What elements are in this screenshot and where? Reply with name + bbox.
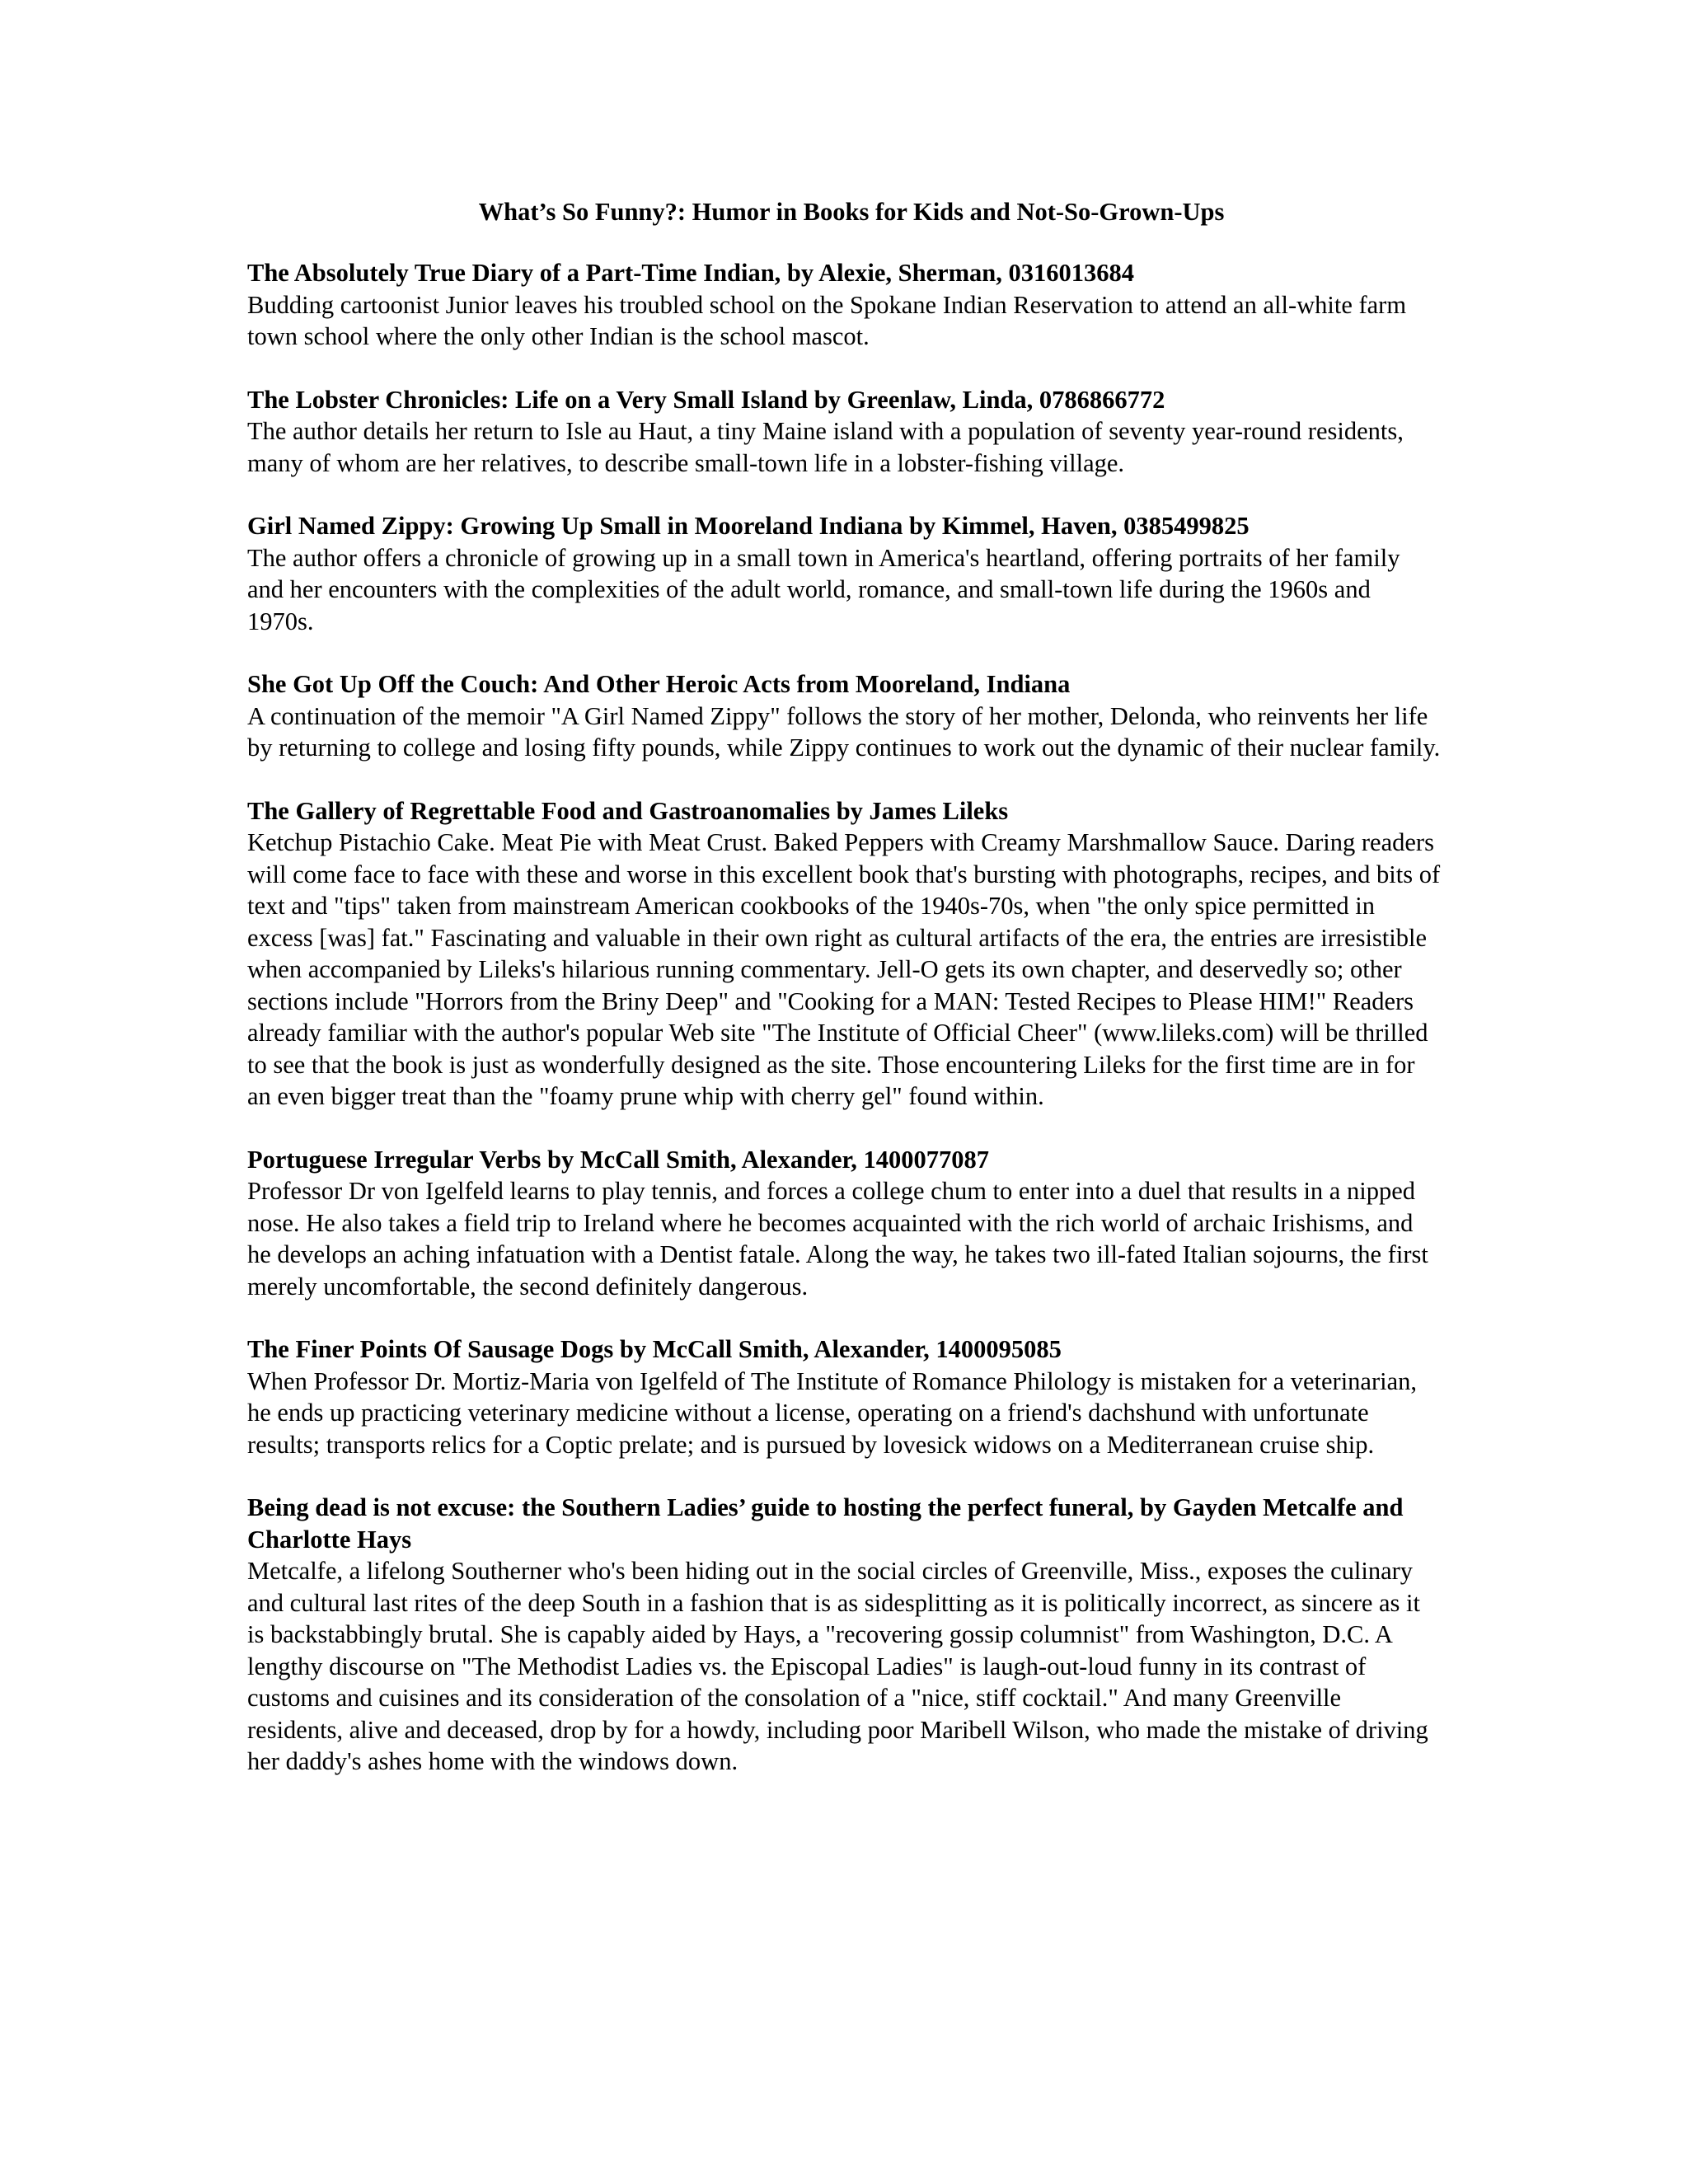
book-entry — [247, 1492, 1441, 1778]
book-title: Portuguese Irregular Verbs by McCall Smith, Alexander, 1400077087 — [247, 1145, 990, 1174]
book-description: The author details her return to Isle au Haut, a tiny Maine island with a population of seventy year-round residents, many of whom are her relatives, to describe small-town life in a lobster-fishing village. — [247, 417, 1404, 477]
book-description: The author offers a chronicle of growing up in a small town in America's heartland, offering portraits of her family and her encounters with the complexities of the adult world, romance, and small-town life during the 1960s and 1970s. — [247, 543, 1400, 635]
book-description: Metcalfe, a lifelong Southerner who's been hiding out in the social circles of Greenville, Miss., exposes the culinary and cultural last rites of the deep South in a fashion that is as sidesplitting as it is politically incorrect, as sincere as it is backstabbingly brutal. She is capably aided by Hays, a "recovering gossip columnist" from Washington, D.C. A lengthy discourse on "The Methodist Ladies vs. the Episcopal Ladies" is laugh-out-loud funny in its contrast of customs and cuisines and its consideration of the consolation of a "nice, stiff cocktail." And many Greenville residents, alive and deceased, drop by for a howdy, including poor Maribell Wilson, who made the mistake of driving her daddy's ashes home with the windows down. — [247, 1557, 1428, 1775]
book-entry — [247, 257, 1441, 353]
book-title: Girl Named Zippy: Growing Up Small in Mooreland Indiana by Kimmel, Haven, 0385499825 — [247, 512, 1250, 540]
book-entry — [247, 1144, 1441, 1303]
book-title: She Got Up Off the Couch: And Other Heroic Acts from Mooreland, Indiana — [247, 670, 1071, 698]
book-entry — [247, 668, 1441, 764]
book-title: The Finer Points Of Sausage Dogs by McCall Smith, Alexander, 1400095085 — [247, 1335, 1062, 1363]
book-description: Budding cartoonist Junior leaves his troubled school on the Spokane Indian Reservation to attend an all-white farm town school where the only other Indian is the school mascot. — [247, 290, 1407, 350]
book-entry — [247, 1333, 1441, 1460]
book-entry — [247, 795, 1441, 1113]
document-title: What’s So Funny?: Humor in Books for Kids and Not-So-Grown-Ups — [478, 198, 1225, 226]
document-page — [247, 196, 1441, 1809]
book-title: Being dead is not excuse: the Southern Ladies’ guide to hosting the perfect funeral, by Gayden Metcalfe and Charlotte Hays — [247, 1493, 1404, 1554]
book-entry — [247, 384, 1441, 480]
book-entry — [247, 510, 1441, 637]
book-title: The Gallery of Regrettable Food and Gastroanomalies by James Lileks — [247, 796, 1009, 825]
book-description: Professor Dr von Igelfeld learns to play tennis, and forces a college chum to enter into a duel that results in a nipped nose. He also takes a field trip to Ireland where he becomes acquainted with the rich world of archaic Irishisms, and he develops an aching infatuation with a Dentist fatale. Along the way, he takes two ill-fated Italian sojourns, the first merely uncomfortable, the second definitely dangerous. — [247, 1177, 1428, 1301]
book-description: When Professor Dr. Mortiz-Maria von Igelfeld of The Institute of Romance Philology is mistaken for a veterinarian, he ends up practicing veterinary medicine without a license, operating on a friend's dachshund with unfortunate results; transports relics for a Coptic prelate; and is pursued by lovesick widows on a Mediterranean cruise ship. — [247, 1366, 1418, 1459]
book-title: The Lobster Chronicles: Life on a Very Small Island by Greenlaw, Linda, 0786866772 — [247, 385, 1165, 414]
book-description: A continuation of the memoir "A Girl Named Zippy" follows the story of her mother, Delonda, who reinvents her life by returning to college and losing fifty pounds, while Zippy continues to work out the dynamic of their nuclear family. — [247, 701, 1441, 762]
book-description: Ketchup Pistachio Cake. Meat Pie with Meat Crust. Baked Peppers with Creamy Marshmallow Sauce. Daring readers will come face to face with these and worse in this excellent book that's bursting with photographs, recipes, and bits of text and "tips" taken from mainstream American cookbooks of the 1940s-70s, when "the only spice permitted in excess [was] fat." Fascinating and valuable in their own right as cultural artifacts of the era, the entries are irresistible when accompanied by Lileks's hilarious running commentary. Jell-O gets its own chapter, and deservedly so; other sections include "Horrors from the Briny Deep" and "Cooking for a MAN: Tested Recipes to Please HIM!" Readers already familiar with the author's popular Web site "The Institute of Official Cheer" (www.lileks.com) will be thrilled to see that the book is just as wonderfully designed as the site. Those encountering Lileks for the first time are in for an even bigger treat than the "foamy prune whip with cherry gel" found within. — [247, 828, 1441, 1110]
book-title: The Absolutely True Diary of a Part-Time Indian, by Alexie, Sherman, 0316013684 — [247, 259, 1135, 287]
